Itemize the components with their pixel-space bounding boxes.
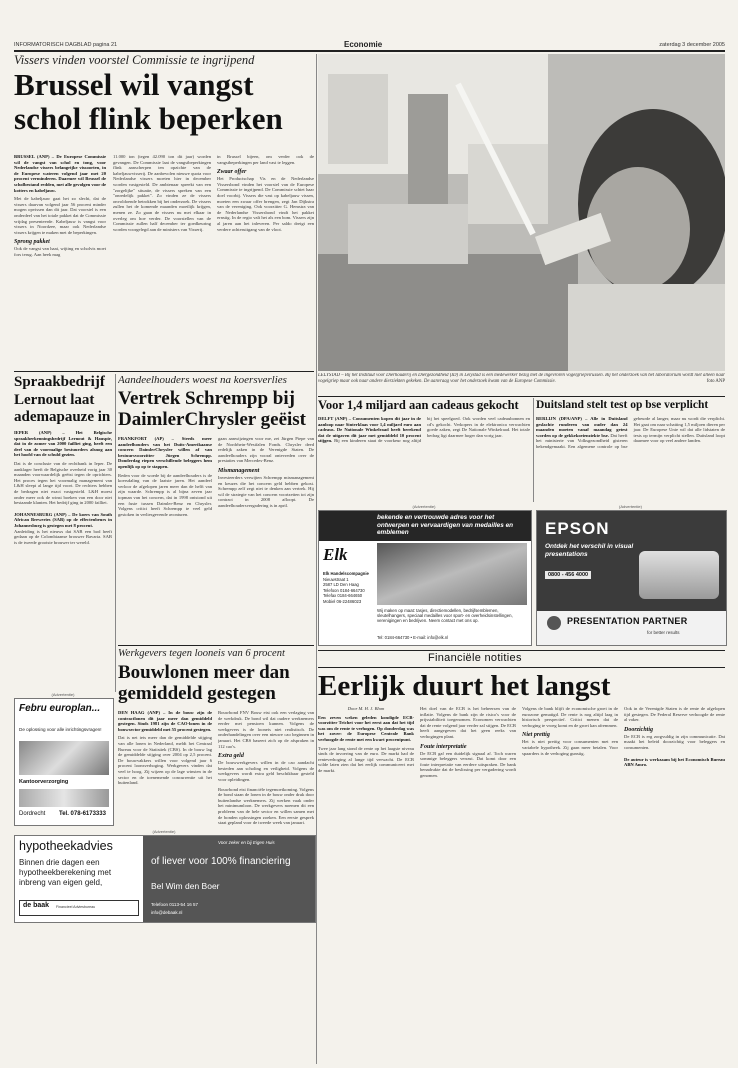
ecb-lead: Een zeven weken geleden kondigde ECB-voorzitter Trichet voor het eerst aan dat het tijd was om de rente te verhogen. Op donderdag was het zover: de Europese Centrale Bank verhoogde de rente met een kwart procentpunt. (318, 714, 414, 742)
ad-epson[interactable] (536, 510, 727, 646)
schrempp-col1-body: Reden voor de woede bij de aandeelhouders is de koersdaling van de laatste jaren. Het aandeel verloor de afgelopen jaren meer dan de helft van zijn waarde. Schrempp is al bijna zeven jaar topman van het concern, dat in 1998 ontstond uit een fusie tussen Daimler-Benz en Chrysler. Volgens critici heeft Schrempp te veel geld gestoken in verliesgevende avonturen. (118, 472, 212, 517)
ecb-col3-subbody: Het is niet prettig voor consumenten met een variabele hypotheek. Zij gaan meer betalen. Voor spaarders is de verhoging gunstig. (522, 739, 618, 756)
lab-photo (318, 54, 725, 371)
bouw-col3-body: Bouwbond eist financiële tegemoetkoming. Volgens de bond staan de lonen in de bouw onder druk door buitenlandse werknemers. Zij werken vaak onder het minimumloon. De werkgevers noemen dit een probleem van de hele sector en willen samen met de bonden oplossingen zoeken. Een eerste gesprek staat gepland voor de tweede week van januari. (218, 786, 314, 826)
masthead-date: zaterdag 3 december 2005 (659, 42, 725, 48)
lead-col-3 (217, 154, 314, 364)
ad-europlan-phone[interactable]: Tel. 078-6173333 (59, 811, 106, 817)
ad-hypotheek-label: (Advertentie) (152, 829, 176, 834)
ad-elk-photo (377, 543, 527, 605)
lead-col-1 (14, 154, 106, 364)
ad-elk-address-1: Elk Handelscompagnie (323, 571, 369, 576)
lead-headline: Brussel wil vangst schol flink beperken (14, 68, 283, 136)
rule-cadeaus-top (318, 396, 725, 397)
ad-elk-slogan-bar (319, 511, 531, 541)
ad-epson-partner-bar (537, 611, 726, 645)
ad-europlan-brand: Febru europlan... (19, 703, 101, 714)
ad-elk[interactable] (318, 510, 532, 646)
ad-hypotheek[interactable] (14, 835, 316, 923)
duitsland-lead: BERLIJN (DPA/ANP) – Alle in Duitsland geslachte runderen van ouder dan 24 maanden moeten vanaf maandag getest worden op de gekkekoeienziekte bse. (536, 416, 628, 438)
ad-europlan[interactable] (14, 698, 114, 826)
schrempp-lead: FRANKFORT (AP) – Steeds meer aandeelhouders van het Duits-Amerikaanse concern DaimlerChrysler willen af van bestuursvoorzitter Jürgen Schrempp. Donderdag riepen verschillende beleggers hem openlijk op op te stappen. (118, 436, 212, 469)
ad-epson-label: (Advertentie) (619, 504, 642, 509)
ecb-subhead-2: Niet prettig (522, 732, 550, 739)
ecb-subhead-1: Foute interpretatie (420, 743, 467, 750)
ad-europlan-city: Dordrecht (19, 811, 46, 817)
ecb-col4-subbody: De ECB is erg zorgvuldig in zijn communicatie. Dat maakt het beleid doorzichtig voor beleggers en consumenten. (624, 733, 725, 750)
bouw-headline: Bouwlonen meer dan gemiddeld gestegen (118, 662, 290, 704)
lead-col1-subhead: Sprong pakket (14, 239, 50, 246)
bouw-lead: DEN HAAG (ANP) – In de bouw zijn de contractlonen dit jaar meer dan gemiddeld gestegen. Sinds 1981 zijn de CAO-lonen in de bouwsector gemiddeld met 55 procent gestegen. (118, 710, 212, 732)
lernout-lead: IEPER (ANP) – Het Belgische spraakherkenningsbedrijf Lernout & Hauspie, dat in de zomer van 2000 failliet ging, heeft een deel van de voormalige bestuurders alsnog aan het hoofd van de schuld gezien. (14, 430, 112, 458)
ecb-footer: De auteur is werkzaam bij het Economisch Bureau ABN Amro. (624, 756, 725, 768)
bouw-col2-body: Bouwbond FNV Bouw eist ook een verlaging van de werkdruk. De bond wil dat oudere werknemers eerder met pensioen kunnen. Volgens de werkgevers is de looneis niet realistisch. De onderhandelingen over een nieuwe cao beginnen in januari. Het CBS baseert zich op de afspraken in 112 cao's. (218, 710, 314, 749)
ad-elk-address-3: 2587 LD Den Haag (323, 582, 359, 588)
lead-col3-body: in Brussel bijeen, om verder ook de vangstbeperkingen per land vast te leggen. (217, 154, 314, 165)
rule-lead-bottom (14, 371, 314, 372)
bouw-col1-body: Dat is net iets meer dan de gemiddelde stijging van alle lonen in Nederland, meldt het Centraal Bureau voor de Statistiek (CBS). In de bouw lag de gemiddelde stijging over 2004 op 2,5 procent. De bouwvakkers willen voor volgend jaar 6 procent loonsverhoging. Werkgevers vinden dat veel te hoog. Zij wijzen op de lage winsten in de sector en de toenemende concurrentie uit het buitenland. (118, 735, 212, 786)
ad-elk-address-6: Mobiel 06-22486023 (323, 598, 362, 604)
lead-col1-lead: BRUSSEL (ANP) – De Europese Commissie wil de vangst van schol en tong, voor Nederlandse vissers belangrijke vissoorten, in de Europese wateren volgend jaar met 20 procent verminderen. Daarmee wil Brussel de scholbestand redden, met alle gevolgen voor de kotters en kabeljauw. (14, 154, 106, 193)
schrempp-headline: Vertrek Schrempp bij DaimlerChrysler geëist (118, 388, 307, 430)
ad-elk-address (323, 571, 375, 605)
ecb-col-4 (624, 706, 725, 1036)
ecb-headline: Eerlijk duurt het langst (318, 670, 611, 702)
lernout-body (14, 430, 112, 688)
schrempp-kicker: Aandeelhouders woest na koersverlies (118, 374, 287, 386)
lab-photo-illustration (318, 54, 725, 371)
ad-hypotheek-offer-top: Voor zeker en bij Eigen Huis (218, 840, 275, 845)
lernout-text: Dat is de conclusie van de rechtbank in Ieper. De aanklager heeft de Belgische overheid vorig jaar 30 maanden voorwaardelijk geëist tegen de oprichters. Het proces tegen het voormalig management van L&H sleept al lange tijd voort. De rechters hebben de bedragen niet exact vastgesteld. L&H moest onder meer ook de winst boeken van een door niet bestaande klanten. Het bedrijf ging in 2000 failliet. (14, 460, 112, 506)
ad-elk-logo-text: Elk (323, 545, 348, 564)
masthead (14, 40, 725, 50)
lead-kicker: Vissers vinden voorstel Commissie te ingrijpend (14, 53, 255, 67)
ad-epson-brand: EPSON (545, 519, 610, 538)
ad-epson-tagline: Ontdek het verschil in visual presentations (545, 543, 634, 558)
ad-hypotheek-logo-text: de baak (23, 902, 50, 909)
ad-epson-partner-sub: for better results (647, 630, 680, 635)
cadeaus-headline: Voor 1,4 miljard aan cadeaus gekocht (318, 398, 519, 412)
ad-hypotheek-phone[interactable]: Telefoon 0113-54 16 57 (151, 902, 198, 907)
ad-europlan-section: Kantoorverzorging (19, 779, 69, 785)
ad-elk-contact[interactable]: Tel: 0184-664730 • E-mail: info@elk.nl (377, 635, 449, 640)
ad-hypotheek-email[interactable]: info@debaak.nl (151, 910, 183, 915)
ecb-byline: Door M. H. J. Blom (347, 706, 385, 711)
ad-hypotheek-text: Binnen drie dagen een hypotheekberekening met inbreng van eigen geld, (19, 858, 112, 887)
cadeaus-text: Bij een kinderen staat de voorkeur nog altijd bij het speelgoed. Ook worden veel cadeaubonnen en cd's gekocht. Verkopers in de elektronica verwachten goede zaken, zegt De Nationale Winkelraad. Het totale bedrag ligt daarmee hoger dan vorig jaar. (334, 416, 530, 444)
ecb-col-1 (318, 706, 414, 1036)
ad-europlan-image (19, 741, 109, 775)
schrempp-subhead: Mismanagement (218, 467, 260, 474)
bouw-kicker: Werkgevers tegen looneis van 6 procent (118, 648, 285, 659)
ad-elk-text: Wij maken op maat: tasjes, directiemodellen, bedrijfsemblemen, sleutelhangers, speciaal medailles voor sport- en overheidsinstellingen, verenigingen en bedrijven. Neem contact met ons op. (377, 608, 513, 624)
ad-epson-partner-mark (547, 616, 561, 630)
lead-col1-subbody: Ook de vangst van haai, wijting en scholvis moet fors terug. Aan heek mag (14, 246, 106, 257)
rule-col-cadeaus (533, 398, 534, 502)
lead-col3-subhead: Zwaar offer (217, 169, 247, 176)
sab-brief-body: Aanleiding is het nieuws dat SAB een bod heeft gedaan op de Colombiaanse brouwer Bavaria. SAB is de tweede grootste brouwer ter wereld. (14, 528, 112, 545)
ad-hypotheek-offer-mid: of liever voor 100% financiering (151, 856, 291, 867)
ad-elk-label: (Advertentie) (412, 504, 436, 509)
ad-europlan-tagline: De oplossing voor alle inrichtingsvragen! (19, 727, 102, 732)
rule-col-main (316, 54, 317, 1064)
sab-brief-lead: JOHANNESBURG (ANP) – De koers van South African Breweries (SAB) op de effectenbeurs in Johannesburg is gestegen met 8 procent. (14, 511, 112, 528)
photo-caption (318, 373, 725, 395)
ecb-col1-body: Twee jaar lang stond de rente op het laagste niveau sinds de invoering van de euro. De markt had de renteverhoging al lange tijd verwacht. De ECB wilde laten zien dat het eerlijk communiceert met de markt. (318, 745, 414, 773)
ecb-col2-body: Het doel van de ECB is het beheersen van de inflatie. Volgens de bank zijn de risico's voor de prijsstabiliteit toegenomen. Economen verwachten dat de rente volgend jaar verder zal stijgen. De ECB heeft aangegeven dat het geen reeks van verhogingen plant. (420, 706, 516, 739)
bouw-subhead: Extra geld (218, 753, 244, 760)
ecb-col4-body: Ook in de Verenigde Staten is de rente de afgelopen tijd gestegen. De Federal Reserve verhoogde de rente al vaker. (624, 706, 725, 723)
ad-elk-address-2: Nieuwstraat 1 (323, 576, 349, 582)
lead-col3-subbody: Het Productschap Vis en de Nederlandse Vissersbond vinden het voorstel van de Europese Commissie te ingrijpend. De Commissie schiet haar doel voorbij. Vissers die vast op kabeljauw vissen, moeten een zwaar offer brengen, zegt Jan Dijkstra van de vereniging. Ook voorzitter G. Hemstra van de Nederlandse Vissersbond vindt het pakket ernstig. In de regio valt het als een bom. Vissers zijn al jaren aan het inleveren. Per saldo dreigt een verdere achteruitgang van de vloot. (217, 176, 314, 232)
cadeaus-body (318, 416, 530, 502)
ad-hypotheek-offer-box (143, 836, 315, 922)
ad-europlan-image-2 (19, 789, 109, 807)
ecb-col2-subbody: De ECB gaf een duidelijk signaal af. Toch waren sommige beleggers verrast. Dat komt door een foute interpretatie van eerdere uitspraken. De bank benadrukte dat de beslissing per vergadering wordt genomen. (420, 750, 516, 778)
photo-credit: foto ANP (706, 378, 725, 384)
duitsland-headline: Duitsland stelt test op bse verplicht (536, 399, 709, 411)
cadeaus-lead: DELFT (ANP) – Consumenten kopen dit jaar in de aanloop naar Sinterklaas voor 1,4 miljard euro aan cadeaus. De Nationale Winkelraad heeft berekend dat de uitgaven dit jaar met gemiddeld 10 procent stijgen. (318, 416, 421, 444)
schrempp-col2-subbody: Investeerders verwijten Schrempp mismanagement en keuzes die het concern geld hebben gekost. Schrempp zelf zegt niet te denken aan vertrek. Hij wil de strategie van het concern voortzetten tot zijn contract in 2008 afloopt. De aandeelhoudersvergadering is in april. (218, 474, 314, 508)
ad-hypotheek-title: hypotheekadvies (19, 839, 113, 853)
ad-epson-projector-image (639, 551, 719, 599)
ecb-col-3 (522, 706, 618, 1036)
lead-col-2: 11.000 ton (tegen 42.090 ton dit jaar) worden gevangen. De Commissie laat de vangstbeperkingen flink aanscherpen ten opzichte van de kabeljauwvisserij. De aanbevolen nieuwe quota voor Nederlandse vissers moeten hier in december worden vastgesteld. De ambtenaar spreekt van een "zorgelijke" situatie, de vissers spreken van een "onredelijk pakket". Zo vinden ze de vissers onvoldoende betrokken bij het onderzoek. De vissers zullen het de komende maanden moeilijk krijgen, menen ze. Zo gaan de vissers nu met elkaar in overleg om hoe verder. De voorstellen van de Commissie zullen half december ter goedkeuring worden voorgelegd aan de ministers van Visserij. (113, 154, 211, 232)
ecb-col-2 (420, 706, 516, 1036)
ad-elk-address-4: Telefoon 0184-664730 (323, 587, 365, 593)
ecb-col3-body: Volgens de bank blijft de economische groei in de eurozone gematigd. De rente is nog altijd laag in historisch perspectief. Critici menen dat de verhoging te vroeg komt en de groei kan afremmen. (522, 706, 618, 728)
duitsland-text: Dat heeft het ministerie van Volksgezondheid gisteren bekendgemaakt. Een algemene controle op bse gebeurde al langer, maar nu wordt die verplicht. Het gaat om naar schatting 1,5 miljoen dieren per jaar. De Europese Unie wil dat alle lidstaten de tests op termijn verplicht stellen. Duitsland loopt daarmee voor op veel andere landen. (536, 416, 725, 449)
ad-elk-logo (323, 545, 371, 567)
ad-elk-address-5: Telefax 0184-664650 (323, 593, 363, 599)
ad-elk-slogan: bekende en vertrouwde adres voor het ontwerpen en vervaardigen van medailles en emblemen (377, 514, 514, 537)
schrempp-col-1 (118, 436, 212, 633)
photo-caption-text: LELYSTAD – Bij het Instituut voor Dierhouderij en Diergezondheid (ID) in Lelystad is een medewerker bezig met de ingevroren vogelgriepvirussen. Bij het onderzoek van het laboratorium wordt niet alleen naar vogelgriep maar ook naar andere dierziekten gekeken. De aanvraag voor het onderzoek kwam van de Europese Commissie. (318, 373, 725, 384)
ad-hypotheek-logo-sub: Financieel Adviesbureau (56, 905, 96, 909)
rule-col-lernout (115, 374, 116, 692)
masthead-left: INFORMATORISCH DAGBLAD pagina 21 (14, 42, 118, 48)
ad-hypotheek-offer-bottom: Bel Wim den Boer (151, 881, 220, 891)
ad-europlan-label: (Advertentie) (51, 692, 75, 697)
ecb-subhead-3: Doorzichtig (624, 726, 654, 733)
ad-hypotheek-logo (19, 900, 139, 916)
lernout-headline: Spraakbedrijf Lernout laat ademapauze in (14, 374, 111, 425)
finance-banner (318, 650, 725, 668)
masthead-rule (14, 50, 725, 52)
duitsland-body (536, 416, 725, 502)
schrempp-col-2 (218, 436, 314, 633)
schrempp-col2-body: gaan aanwijzingen voor me, zei Jürgen Piepe van de Nordrhein-Westfalen Fonds. Chrysler deed redelijk zaken in de Verenigde Staten. De aandeelhouders zijn vooral ontevreden over de prestaties van Mercedes-Benz. (218, 436, 314, 464)
masthead-section: Economie (344, 40, 383, 49)
ad-epson-phone[interactable]: 0800 - 456 4000 (545, 571, 591, 579)
lead-col1-body: Met de kabeljauw gaat het zo slecht, dat de vissers daarvan volgend jaar 56 procent minder mogen opvissen dan dit jaar. Dat voorstel is een onderdeel van het totale pakket dat de Commissie vrijdag presenteerde. Kabeljauw is vangst voor vissers in Noordzee, maar ook Nederlandse vissers krijgen te maken met de beperkingen. (14, 196, 106, 235)
rule-bouw-top (118, 645, 314, 646)
finance-banner-text: Financiële notities (428, 652, 522, 664)
ad-epson-partner: PRESENTATION PARTNER (567, 616, 688, 626)
bouw-col2-subbody: De bouwwerkgevers willen in de cao aandacht besteden aan scholing en veiligheid. Volgens de werkgevers wordt extra geld beschikbaar gesteld voor opleidingen. (218, 760, 314, 782)
